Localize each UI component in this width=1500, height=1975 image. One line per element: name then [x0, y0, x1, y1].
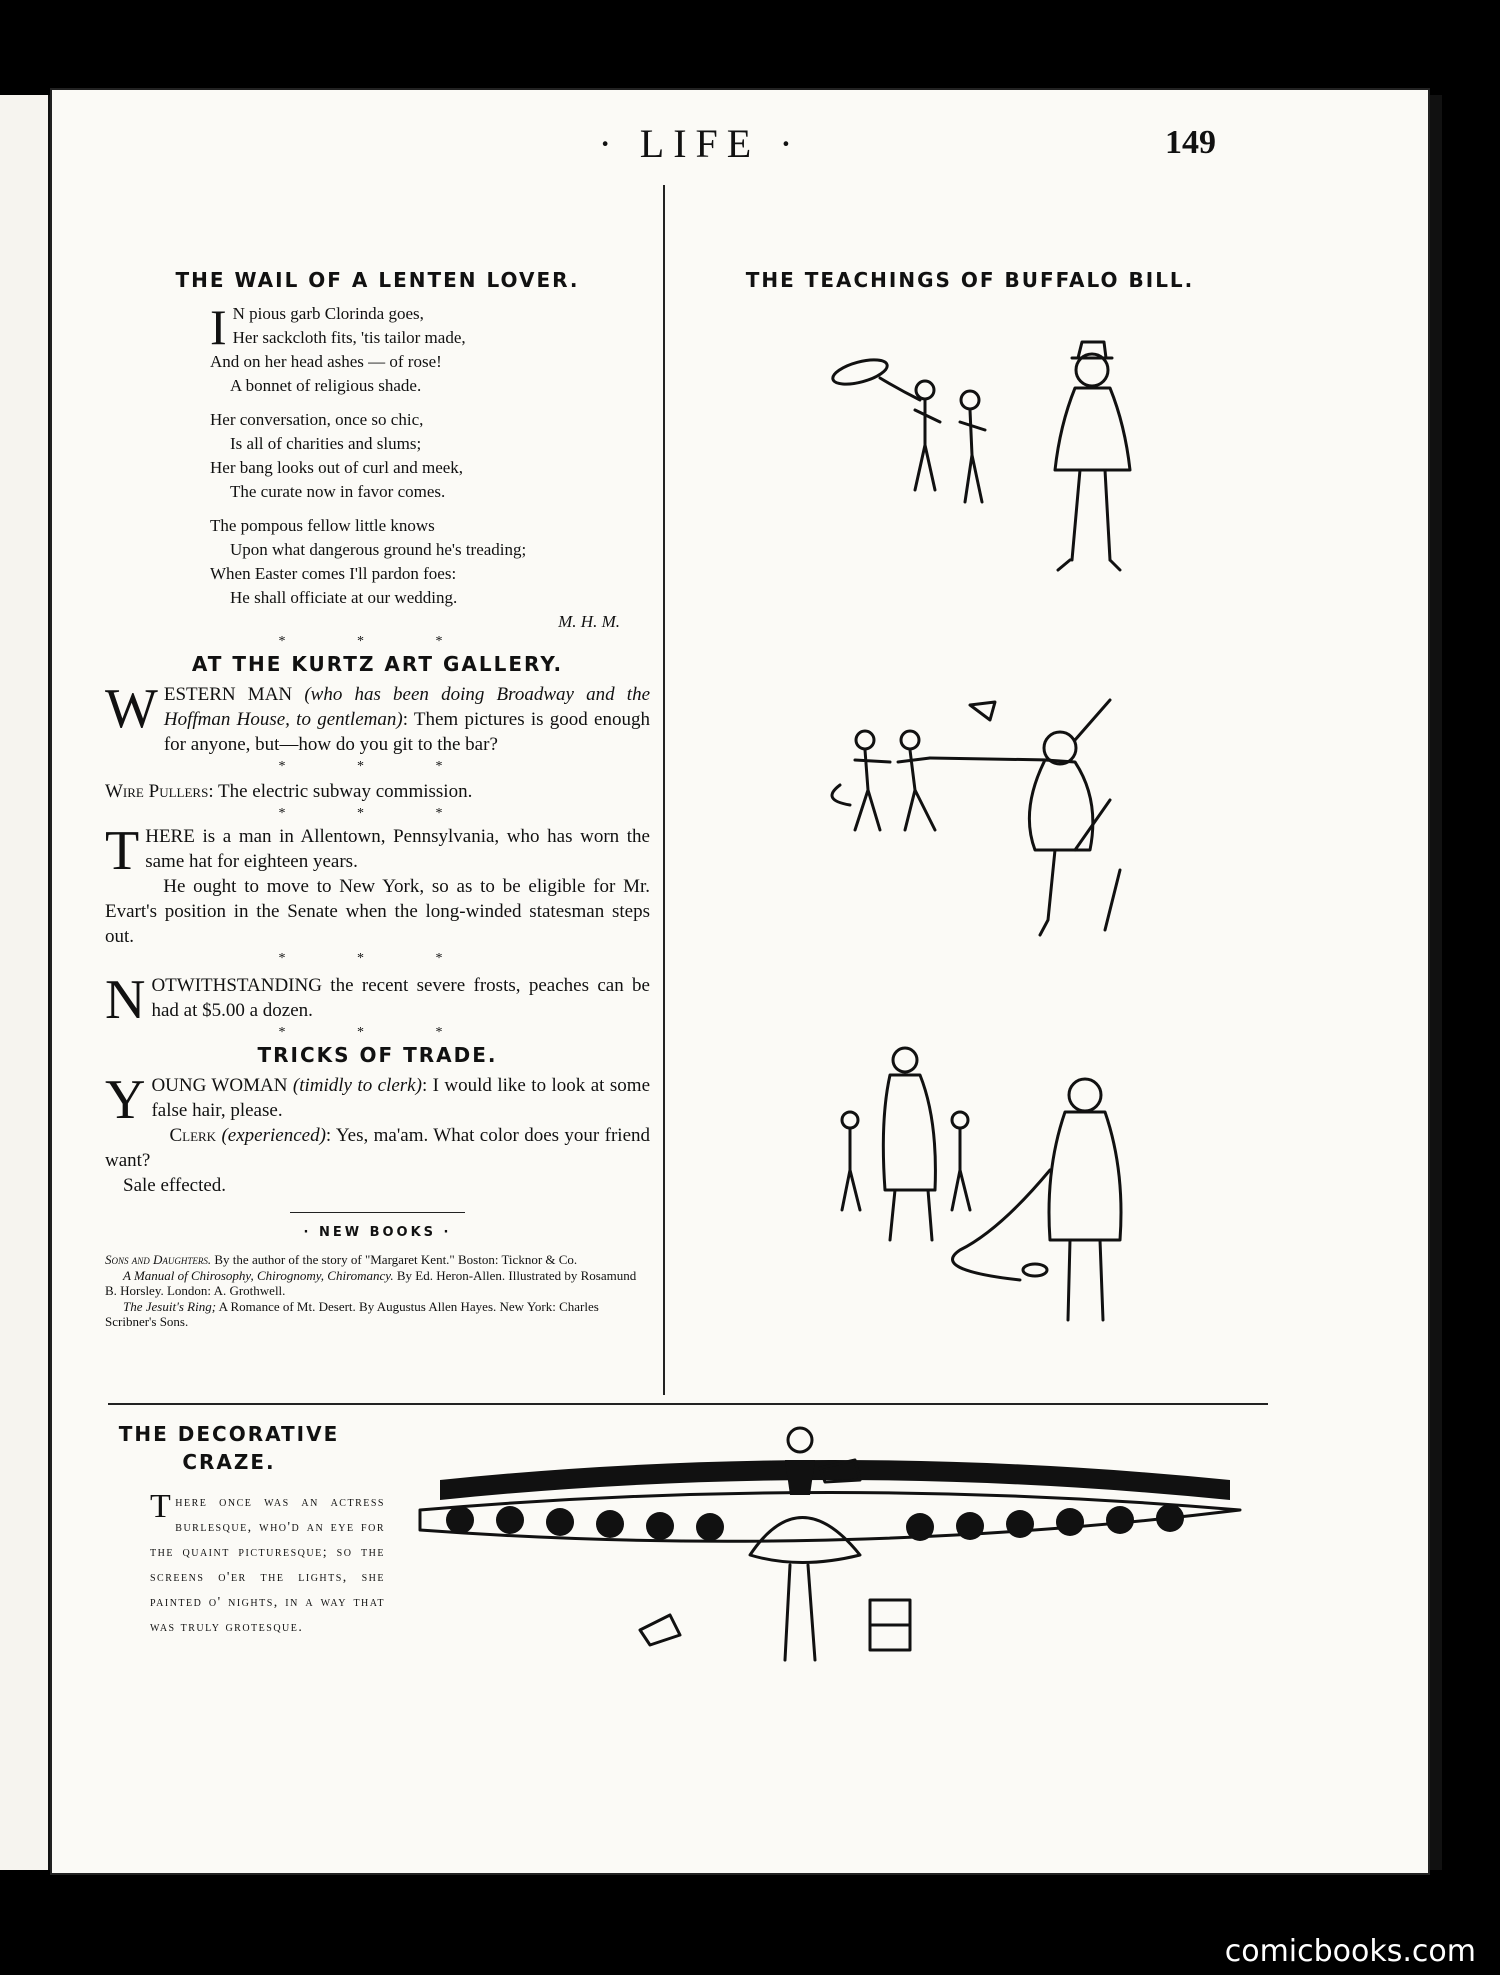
- book-entry: [105, 1268, 650, 1298]
- rule: [290, 1212, 465, 1213]
- speaker: Wire Pullers: [105, 781, 209, 802]
- drop-cap: W: [105, 678, 158, 740]
- tricks-title: TRICKS OF TRADE.: [257, 1043, 498, 1067]
- separator-stars: * * *: [278, 951, 477, 966]
- poem-line: A bonnet of religious shade.: [230, 376, 422, 395]
- book-details: By Ed. Heron-Allen. Illustrated by Rosamund B. Horsley. London: A. Grothwell.: [105, 1268, 637, 1298]
- stage-direction: (who has been doing Broadway and the Hoffman House, to gentleman): [163, 684, 650, 730]
- book-entry: [105, 1252, 650, 1267]
- drop-cap: Y: [105, 1069, 146, 1131]
- speaker: ESTERN MAN: [163, 684, 293, 705]
- drop-cap: I: [210, 299, 227, 355]
- poem-line: When Easter comes I'll pardon foes:: [210, 564, 457, 583]
- new-books-heading: · NEW BOOKS ·: [303, 1225, 452, 1240]
- decorative-verse: [150, 1490, 385, 1640]
- poem-line: N pious garb Clorinda goes,: [232, 304, 424, 323]
- separator-stars: * * *: [278, 1025, 477, 1040]
- drop-cap: N: [105, 969, 146, 1031]
- poem-line: Her sackcloth fits, 'tis tailor made,: [232, 328, 466, 347]
- lenten-title: THE WAIL OF A LENTEN LOVER.: [175, 268, 580, 292]
- site-watermark: comicbooks.com: [1224, 1934, 1476, 1969]
- stanza-1: [210, 299, 650, 398]
- page-binding-shadow: [1430, 95, 1442, 1870]
- buffalo-title: THE TEACHINGS OF BUFFALO BILL.: [745, 268, 1195, 292]
- poem-line: Upon what dangerous ground he's treading;: [230, 540, 527, 559]
- hat-paragraph: [105, 820, 650, 882]
- lenten-poem: [210, 299, 650, 610]
- book-details: By the author of the story of "Margaret Kent." Boston: Ticknor & Co.: [214, 1252, 578, 1267]
- wire-pullers-paragraph: [105, 779, 650, 804]
- book-entry: [105, 1299, 650, 1329]
- sale-line: Sale effected.: [123, 1175, 227, 1196]
- column-divider: [663, 185, 665, 1395]
- speaker: OUNG WOMAN: [151, 1075, 288, 1096]
- facing-page-edge: [0, 95, 51, 1870]
- decorative-title-line1: THE DECORATIVE: [118, 1422, 340, 1446]
- verse-text: here once was an actress burlesque, who'd an eye for the quaint picturesque; so the screens o'er the lights, she painted o' nights, in a way that was truly grotesque.: [150, 1495, 385, 1635]
- book-title: A Manual of Chirosophy, Chirognomy, Chiromancy.: [123, 1268, 394, 1283]
- poem-line: He shall officiate at our wedding.: [230, 588, 458, 607]
- section-divider: [108, 1403, 1268, 1405]
- kurtz-paragraph: [105, 678, 650, 757]
- speaker: Clerk: [169, 1125, 217, 1146]
- book-details: A Romance of Mt. Desert. By Augustus Allen Hayes. New York: Charles Scribner's Sons.: [105, 1299, 599, 1329]
- paragraph-text: HERE is a man in Allentown, Pennsylvania, who has worn the same hat for eighteen years.: [145, 826, 650, 872]
- book-title: The Jesuit's Ring;: [123, 1299, 217, 1314]
- dialogue: : Them pictures is good enough for anyone, but—how do you git to the bar?: [163, 709, 650, 755]
- poem-line: The pompous fellow little knows: [210, 516, 435, 535]
- decorative-title-line2: CRAZE.: [182, 1450, 276, 1474]
- illustration-lasso-throw: [820, 330, 1240, 630]
- drop-cap: T: [105, 820, 140, 882]
- illustration-actress-screens: [400, 1420, 1260, 1720]
- tricks-paragraph: [105, 1069, 650, 1131]
- page-title: · LIFE ·: [598, 121, 802, 166]
- book-list: [105, 1252, 650, 1329]
- page-number: 149: [1165, 124, 1216, 161]
- separator-stars: * * *: [278, 634, 477, 649]
- poem-line: And on her head ashes — of rose!: [210, 352, 442, 371]
- book-title: Sons and Daughters.: [105, 1252, 212, 1267]
- kurtz-title: AT THE KURTZ ART GALLERY.: [191, 652, 564, 676]
- illustration-aftermath: [820, 1030, 1240, 1330]
- dialogue: : Yes, ma'am. What color does your friend want?: [105, 1125, 651, 1171]
- dialogue: : The electric subway commission.: [208, 781, 473, 802]
- clerk-paragraph: [105, 1123, 650, 1173]
- poem-signature: M. H. M.: [558, 612, 620, 631]
- stanza-3: [210, 514, 650, 610]
- dialogue: : I would like to look at some false hair, please.: [151, 1075, 650, 1121]
- drop-cap: T: [150, 1488, 173, 1525]
- stanza-2: [210, 408, 650, 504]
- paragraph-text: OTWITHSTANDING the recent severe frosts, peaches can be had at $5.00 a dozen.: [151, 975, 650, 1021]
- left-column: [105, 268, 650, 1330]
- hat-paragraph-2: He ought to move to New York, so as to be eligible for Mr. Evart's position in the Senate when the long-winded statesman steps out.: [105, 876, 650, 947]
- stage-direction: (timidly to clerk): [292, 1075, 422, 1096]
- decorative-title: [108, 1422, 350, 1474]
- poem-line: Her conversation, once so chic,: [210, 410, 424, 429]
- poem-line: Her bang looks out of curl and meek,: [210, 458, 464, 477]
- frost-paragraph: [105, 969, 650, 1031]
- separator-stars: * * *: [278, 806, 477, 821]
- stage-direction: (experienced): [221, 1125, 326, 1146]
- separator-stars: * * *: [278, 759, 477, 774]
- poem-line: The curate now in favor comes.: [230, 482, 446, 501]
- illustration-lassoed-man: [820, 690, 1240, 970]
- poem-line: Is all of charities and slums;: [230, 434, 422, 453]
